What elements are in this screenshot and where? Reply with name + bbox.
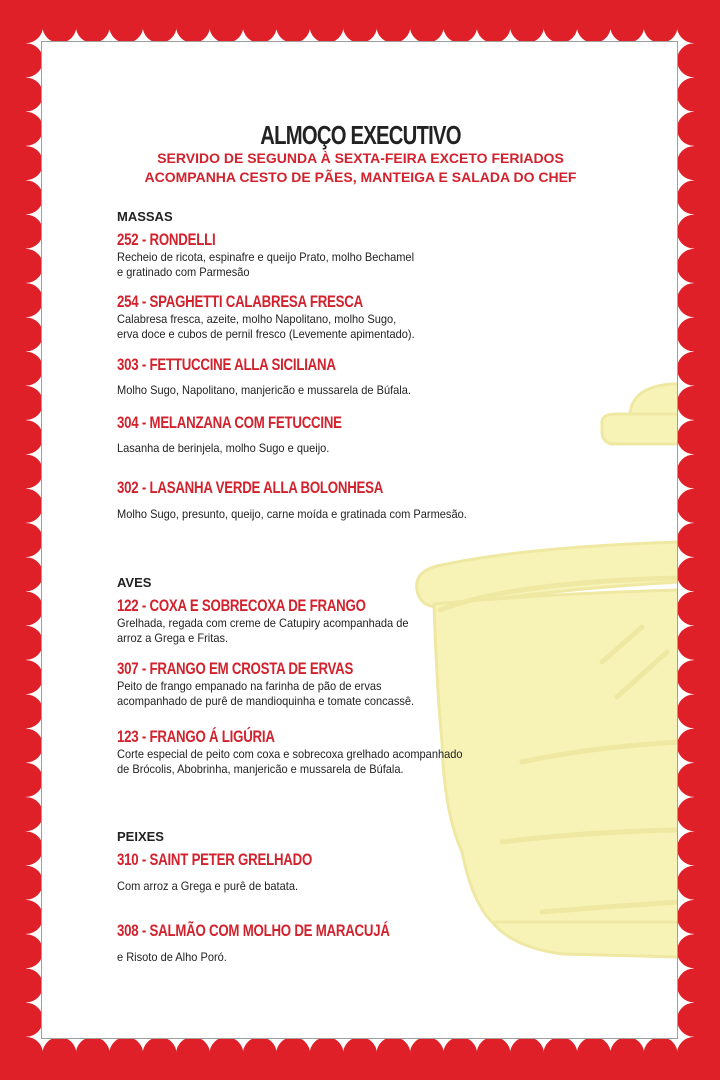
menu-card bbox=[41, 41, 678, 1039]
menu-item-melanzana bbox=[117, 414, 637, 456]
menu-item-spaghetti-calabresa bbox=[117, 293, 637, 342]
menu-item-lasanha-verde bbox=[117, 479, 637, 522]
menu-item-description: e Risoto de Alho Poró. bbox=[117, 950, 227, 964]
section-heading-massas: MASSAS bbox=[117, 209, 173, 224]
menu-item-description: e gratinado com Parmesão bbox=[117, 265, 250, 279]
menu-item-description: acompanhado de purê de mandioquinha e tomate concassê. bbox=[117, 694, 415, 708]
menu-item-name: 122 - COXA E SOBRECOXA DE FRANGO bbox=[117, 596, 366, 615]
menu-item-fettuccine-siciliana bbox=[117, 356, 637, 398]
menu-item-name: 123 - FRANGO Á LIGÚRIA bbox=[117, 727, 275, 746]
section-heading-aves: AVES bbox=[117, 575, 152, 590]
menu-item-description: Grelhada, regada com creme de Catupiry acompanhada de bbox=[117, 616, 409, 630]
menu-item-name: 302 - LASANHA VERDE ALLA BOLONHESA bbox=[117, 478, 384, 497]
menu-item-description: Peito de frango empanado na farinha de pão de ervas bbox=[117, 679, 382, 693]
menu-title: ALMOÇO EXECUTIVO bbox=[260, 120, 461, 150]
menu-item-name: 308 - SALMÃO COM MOLHO DE MARACUJÁ bbox=[117, 921, 390, 940]
section-heading-peixes: PEIXES bbox=[117, 829, 164, 844]
menu-item-description: Calabresa fresca, azeite, molho Napolitano, molho Sugo, bbox=[117, 312, 397, 326]
menu-item-description: Com arroz a Grega e purê de batata. bbox=[117, 879, 299, 893]
menu-item-name: 310 - SAINT PETER GRELHADO bbox=[117, 850, 313, 869]
menu-item-description: Lasanha de berinjela, molho Sugo e queijo. bbox=[117, 441, 330, 455]
menu-item-salmao-maracuja bbox=[117, 922, 637, 965]
menu-item-name: 254 - SPAGHETTI CALABRESA FRESCA bbox=[117, 292, 363, 311]
menu-item-name: 304 - MELANZANA COM FETUCCINE bbox=[117, 413, 342, 432]
menu-item-description: Recheio de ricota, espinafre e queijo Prato, molho Bechamel bbox=[117, 250, 415, 264]
menu-subtitle-includes: ACOMPANHA CESTO DE PÃES, MANTEIGA E SALADA DO CHEF bbox=[144, 169, 577, 185]
menu-item-rondelli bbox=[117, 231, 637, 280]
menu-item-description: arroz a Grega e Fritas. bbox=[117, 631, 229, 645]
menu-item-name: 252 - RONDELLI bbox=[117, 230, 216, 249]
menu-item-name: 303 - FETTUCCINE ALLA SICILIANA bbox=[117, 355, 336, 374]
menu-item-description: Molho Sugo, presunto, queijo, carne moída e gratinada com Parmesão. bbox=[117, 507, 467, 521]
menu-item-coxa-sobrecoxa bbox=[117, 597, 637, 646]
menu-item-description: de Brócolis, Abobrinha, manjericão e mussarela de Búfala. bbox=[117, 762, 404, 776]
menu-subtitle-days: SERVIDO DE SEGUNDA À SEXTA-FEIRA EXCETO FERIADOS bbox=[157, 150, 564, 166]
menu-item-name: 307 - FRANGO EM CROSTA DE ERVAS bbox=[117, 659, 354, 678]
menu-item-saint-peter bbox=[117, 851, 637, 894]
menu-item-description: Corte especial de peito com coxa e sobrecoxa grelhado acompanhado bbox=[117, 747, 463, 761]
menu-item-description: erva doce e cubos de pernil fresco (Levemente apimentado). bbox=[117, 327, 415, 341]
menu-item-frango-liguria bbox=[117, 728, 637, 777]
menu-item-frango-crosta-ervas bbox=[117, 660, 637, 709]
menu-item-description: Molho Sugo, Napolitano, manjericão e mussarela de Búfala. bbox=[117, 383, 411, 397]
